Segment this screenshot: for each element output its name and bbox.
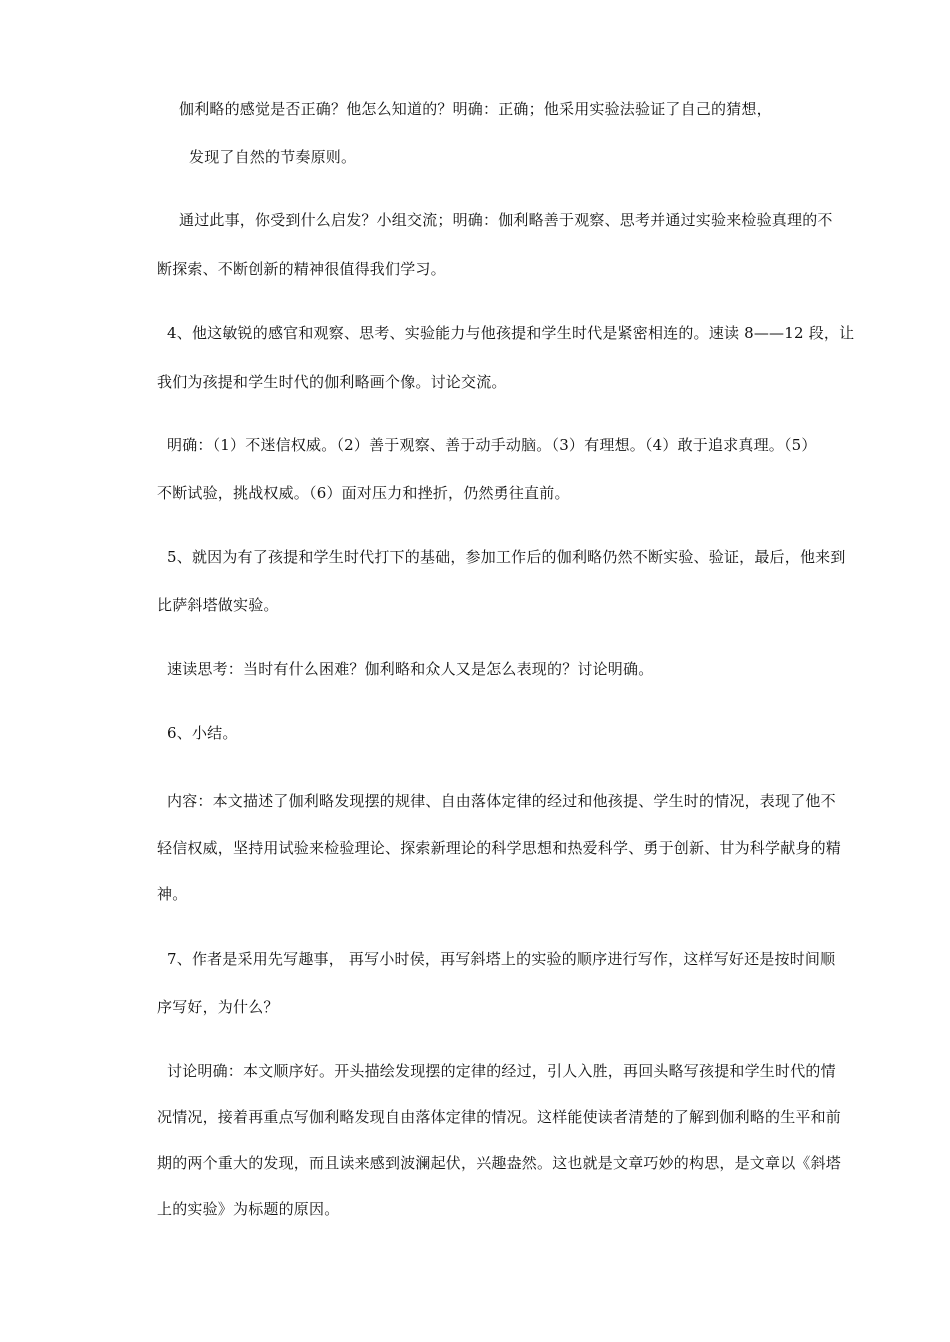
text-line: 神。 — [157, 885, 188, 903]
text-line: 序写好，为什么？ — [157, 998, 279, 1016]
text-line: 速读思考：当时有什么困难？伽利略和众人又是怎么表现的？讨论明确。 — [167, 660, 654, 678]
text-line: 况情况，接着再重点写伽利略发现自由落体定律的情况。这样能使读者清楚的了解到伽利略的生平和前 — [157, 1108, 842, 1126]
text-line: 明确：（1）不迷信权威。（2）善于观察、善于动手动脑。（3）有理想。（4）敢于追求真理。（5） — [167, 436, 817, 454]
text-line: 不断试验，挑战权威。（6）面对压力和挫折，仍然勇往直前。 — [157, 484, 570, 502]
text-line: 伽利略的感觉是否正确？他怎么知道的？明确：正确；他采用实验法验证了自己的猜想， — [179, 100, 772, 118]
text-line: 轻信权威，坚持用试验来检验理论、探索新理论的科学思想和热爱科学、勇于创新、甘为科学献身的精 — [157, 839, 842, 857]
text-line: 期的两个重大的发现，而且读来感到波澜起伏，兴趣盎然。这也就是文章巧妙的构思，是文章以《斜塔 — [157, 1154, 842, 1172]
text-line: 6、小结。 — [167, 724, 238, 742]
text-line: 上的实验》为标题的原因。 — [157, 1200, 340, 1218]
text-line: 5、就因为有了孩提和学生时代打下的基础，参加工作后的伽利略仍然不断实验、验证，最后，他来到 — [167, 548, 846, 566]
text-line: 内容：本文描述了伽利略发现摆的规律、自由落体定律的经过和他孩提、学生时的情况，表现了他不 — [167, 792, 836, 810]
text-line: 通过此事，你受到什么启发？小组交流；明确：伽利略善于观察、思考并通过实验来检验真理的不 — [179, 211, 833, 229]
text-line: 7、作者是采用先写趣事， 再写小时侯，再写斜塔上的实验的顺序进行写作，这样写好还是按时间顺 — [167, 950, 836, 968]
text-line: 断探索、不断创新的精神很值得我们学习。 — [157, 260, 446, 278]
text-line: 我们为孩提和学生时代的伽利略画个像。讨论交流。 — [157, 373, 507, 391]
text-line: 发现了自然的节奏原则。 — [189, 148, 357, 166]
text-line: 4、他这敏锐的感官和观察、思考、实验能力与他孩提和学生时代是紧密相连的。速读 8——12 段，让 — [167, 324, 855, 342]
text-line: 比萨斜塔做实验。 — [157, 596, 279, 614]
text-line: 讨论明确：本文顺序好。开头描绘发现摆的定律的经过，引人入胜，再回头略写孩提和学生时代的情 — [167, 1062, 836, 1080]
